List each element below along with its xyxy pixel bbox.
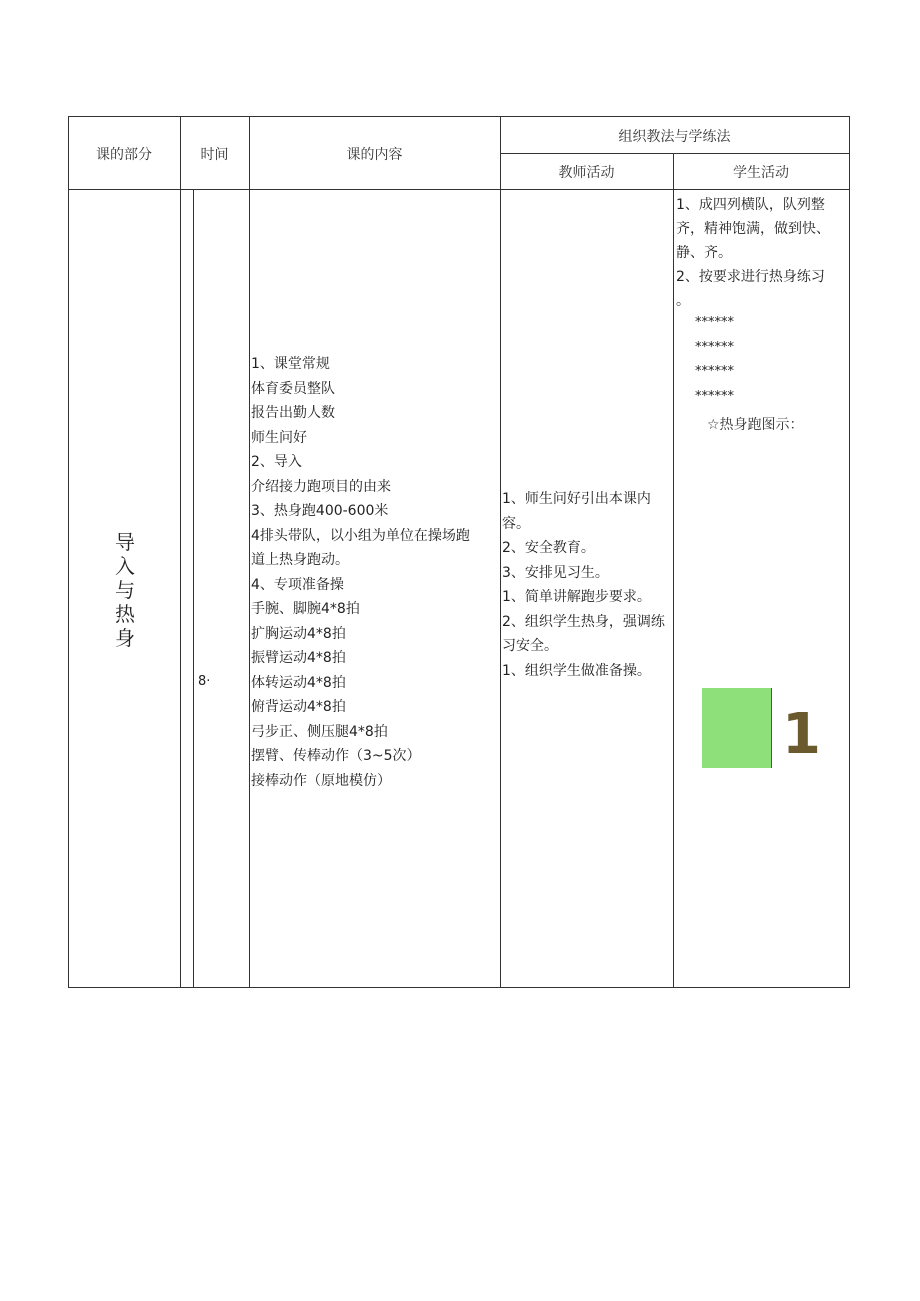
teacher-activity xyxy=(502,487,665,683)
content-line: 介绍接力跑项目的由来 xyxy=(251,478,391,495)
section-char: 入 xyxy=(115,554,135,578)
header-sub-divider xyxy=(500,153,850,154)
figure-number: 1 xyxy=(782,702,821,767)
teacher-line: 2、组织学生热身，强调练 xyxy=(502,613,665,630)
table-border-right xyxy=(849,116,850,988)
teacher-line: 2、安全教育。 xyxy=(502,540,595,556)
formation-row-line: ****** xyxy=(695,388,734,404)
student-line: 齐，精神饱满，做到快、 xyxy=(676,221,830,237)
content-line: 3、热身跑400-600米 xyxy=(251,503,389,519)
student-line: 静、齐。 xyxy=(676,245,732,261)
student-line: 2、按要求进行热身练习 xyxy=(676,269,825,285)
content-line: 弓步正、侧压腿4*8拍 xyxy=(251,723,388,740)
formation-diagram xyxy=(695,311,734,409)
teacher-line: 习安全。 xyxy=(502,638,558,654)
content-line: 报告出勤人数 xyxy=(251,405,335,421)
content-line: 2、导入 xyxy=(251,454,302,470)
diagram-caption: ☆热身跑图示： xyxy=(707,417,804,433)
column-divider-content xyxy=(249,116,250,988)
student-activity xyxy=(676,193,830,313)
content-line: 道上热身跑动。 xyxy=(251,552,349,568)
teacher-line: 1、组织学生做准备操。 xyxy=(502,662,651,679)
content-line: 1、课堂常规 xyxy=(251,356,330,372)
formation-row-line: ****** xyxy=(695,364,734,379)
section-char: 与 xyxy=(115,578,135,602)
diagram-green-box xyxy=(702,688,771,768)
section-char: 导 xyxy=(115,530,135,554)
teacher-line: 1、师生问好引出本课内 xyxy=(502,491,651,507)
teacher-line: 容。 xyxy=(502,515,530,532)
teacher-line: 3、安排见习生。 xyxy=(502,564,609,581)
header-section: 课的部分 xyxy=(96,147,152,163)
student-line: 。 xyxy=(676,293,690,309)
header-teacher: 教师活动 xyxy=(558,165,615,181)
section-char: 热 xyxy=(115,602,135,626)
column-divider-methods xyxy=(500,116,501,988)
content-line: 振臂运动4*8拍 xyxy=(251,650,346,666)
content-line: 4、专项准备操 xyxy=(251,576,344,593)
content-line: 接棒动作（原地模仿） xyxy=(251,772,391,789)
time-value: 8· xyxy=(198,674,211,689)
content-line: 体转运动4*8拍 xyxy=(251,674,346,691)
content-line: 体育委员整队 xyxy=(251,380,335,397)
table-border-left xyxy=(68,116,69,988)
column-divider-time-right xyxy=(193,189,194,988)
content-line: 扩胸运动4*8拍 xyxy=(251,625,346,642)
teacher-line: 1、简单讲解跑步要求。 xyxy=(502,589,651,605)
content-line: 摆臂、传棒动作（3~5次） xyxy=(251,748,421,764)
section-name xyxy=(70,530,180,650)
formation-row-line: ****** xyxy=(695,339,734,355)
column-divider-student xyxy=(673,153,674,988)
table-border-top xyxy=(68,116,850,117)
content-line: 手腕、脚腕4*8拍 xyxy=(251,601,360,617)
column-divider-time xyxy=(180,116,181,988)
header-methods: 组织教法与学练法 xyxy=(618,129,731,145)
header-student: 学生活动 xyxy=(733,165,789,181)
table-border-bottom xyxy=(68,987,850,988)
diagram-box-edge xyxy=(771,688,772,768)
section-char: 身 xyxy=(115,626,135,650)
header-bottom-border xyxy=(68,189,850,190)
header-time: 时间 xyxy=(200,147,229,163)
content-line: 4排头带队，以小组为单位在操场跑 xyxy=(251,527,470,544)
lesson-content xyxy=(251,352,470,793)
header-content: 课的内容 xyxy=(346,147,403,163)
content-line: 师生问好 xyxy=(251,429,307,446)
student-line: 1、成四列横队，队列整 xyxy=(676,197,825,213)
formation-row-line: ****** xyxy=(695,315,734,330)
content-line: 俯背运动4*8拍 xyxy=(251,699,346,715)
